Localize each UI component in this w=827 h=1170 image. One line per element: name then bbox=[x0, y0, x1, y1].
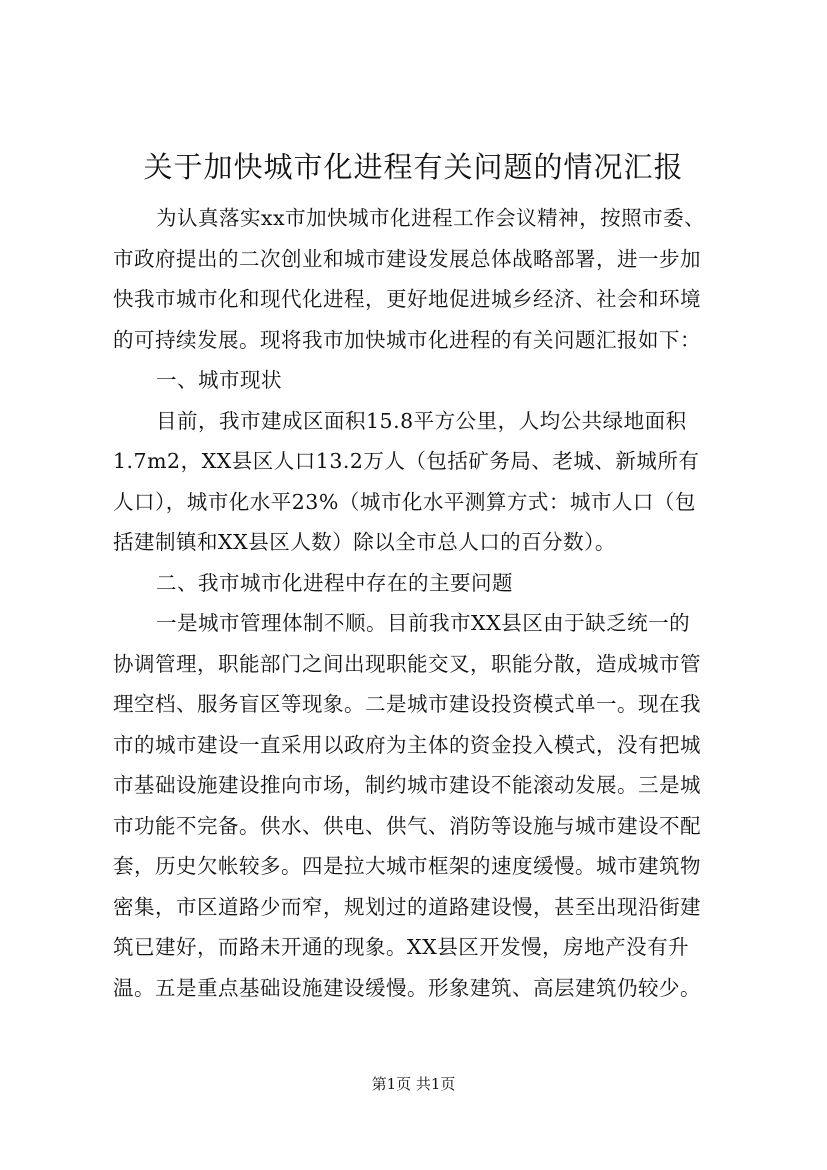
paragraph-line: 套，历史欠帐较多。四是拉大城市框架的速度缓慢。城市建筑物 bbox=[113, 854, 701, 878]
document-title: 关于加快城市化进程有关问题的情况汇报 bbox=[143, 150, 684, 184]
paragraph-line: 括建制镇和XX县区人数）除以全市总人口的百分数）。 bbox=[113, 530, 616, 554]
section-heading: 一、城市现状 bbox=[156, 368, 282, 392]
paragraph-line: 快我市城市化和现代化进程，更好地促进城乡经济、社会和环境 bbox=[113, 287, 701, 311]
paragraph-line: 筑已建好，而路未开通的现象。XX县区开发慢，房地产没有升 bbox=[113, 935, 690, 959]
paragraph-line: 市基础设施建设推向市场，制约城市建设不能滚动发展。三是城 bbox=[113, 773, 701, 797]
document-body bbox=[113, 198, 743, 1008]
paragraph-line: 市功能不完备。供水、供电、供气、消防等设施与城市建设不配 bbox=[113, 813, 701, 838]
paragraph-line: 市政府提出的二次创业和城市建设发展总体战略部署，进一步加 bbox=[113, 246, 701, 271]
paragraph-line: 理空档、服务盲区等现象。二是城市建设投资模式单一。现在我 bbox=[113, 692, 701, 716]
paragraph-line: 温。五是重点基础设施建设缓慢。形象建筑、高层建筑仍较少。 bbox=[113, 975, 701, 1000]
paragraph-line: 一是城市管理体制不顺。目前我市XX县区由于缺乏统一的 bbox=[156, 611, 691, 635]
page-number-footer: 第1页 共1页 bbox=[371, 1075, 456, 1093]
paragraph-line: 市的城市建设一直采用以政府为主体的资金投入模式，没有把城 bbox=[113, 732, 701, 757]
section-heading: 二、我市城市化进程中存在的主要问题 bbox=[156, 570, 513, 595]
paragraph-line: 的可持续发展。现将我市加快城市化进程的有关问题汇报如下： bbox=[113, 327, 701, 352]
paragraph-line: 协调管理，职能部门之间出现职能交叉，职能分散，造成城市管 bbox=[113, 651, 701, 676]
paragraph-line: 目前，我市建成区面积15.8平方公里，人均公共绿地面积 bbox=[156, 408, 687, 433]
paragraph-line: 1.7m2，XX县区人口13.2万人（包括矿务局、老城、新城所有 bbox=[113, 449, 700, 473]
paragraph-line: 人口），城市化水平23%（城市化水平测算方式：城市人口（包 bbox=[113, 489, 696, 514]
paragraph-line: 密集，市区道路少而窄，规划过的道路建设慢，甚至出现沿街建 bbox=[113, 894, 701, 919]
paragraph-line: 为认真落实xx市加快城市化进程工作会议精神，按照市委、 bbox=[156, 206, 706, 230]
